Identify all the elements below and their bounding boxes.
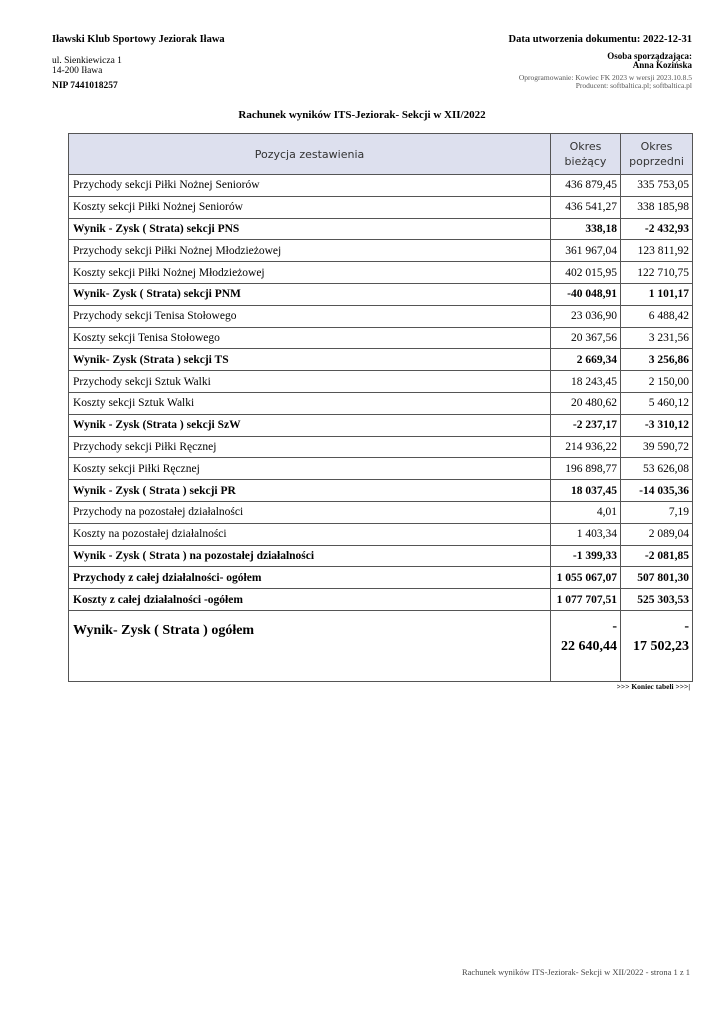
row-label: Koszty sekcji Piłki Ręcznej <box>69 458 551 480</box>
row-current-value: -2 237,17 <box>551 414 621 436</box>
row-current-value: 436 879,45 <box>551 175 621 197</box>
table-row <box>69 436 693 458</box>
column-header-previous-line2: poprzedni <box>629 155 684 168</box>
row-current-value: 436 541,27 <box>551 196 621 218</box>
row-previous-value: 3 231,56 <box>621 327 693 349</box>
report-table <box>68 133 693 682</box>
producer-info: Producent: softbaltica.pl; softbaltica.pl <box>575 81 692 90</box>
row-label: Wynik- Zysk ( Strata) sekcji PNM <box>69 283 551 305</box>
row-previous-value: 2 089,04 <box>621 523 693 545</box>
column-header-current-line2: bieżący <box>564 155 607 168</box>
table-body <box>69 175 693 682</box>
column-header-position: Pozycja zestawienia <box>69 134 551 175</box>
row-previous-value: 1 101,17 <box>621 283 693 305</box>
row-label: Koszty sekcji Piłki Nożnej Seniorów <box>69 196 551 218</box>
row-label: Wynik - Zysk (Strata ) sekcji SzW <box>69 414 551 436</box>
table-row <box>69 327 693 349</box>
row-current-value: 20 480,62 <box>551 392 621 414</box>
table-row <box>69 196 693 218</box>
row-previous-value: 2 150,00 <box>621 371 693 393</box>
row-current-value: 18 037,45 <box>551 480 621 502</box>
total-previous-sign: - <box>684 618 689 634</box>
table-row <box>69 545 693 567</box>
row-label: Koszty sekcji Tenisa Stołowego <box>69 327 551 349</box>
row-current-value: 402 015,95 <box>551 262 621 284</box>
table-row <box>69 305 693 327</box>
row-label: Koszty na pozostałej działalności <box>69 523 551 545</box>
row-label: Przychody na pozostałej działalności <box>69 501 551 523</box>
table-row <box>69 262 693 284</box>
row-current-value: 18 243,45 <box>551 371 621 393</box>
column-header-current-line1: Okres <box>569 140 602 153</box>
row-previous-value: 123 811,92 <box>621 240 693 262</box>
document-date: Data utworzenia dokumentu: 2022-12-31 <box>508 34 692 45</box>
organization-nip: NIP 7441018257 <box>52 81 118 91</box>
row-current-value: -1 399,33 <box>551 545 621 567</box>
row-label: Przychody sekcji Sztuk Walki <box>69 371 551 393</box>
row-label: Przychody sekcji Piłki Nożnej Młodzieżowej <box>69 240 551 262</box>
row-previous-value: 7,19 <box>621 501 693 523</box>
row-previous-value: 3 256,86 <box>621 349 693 371</box>
row-label: Koszty sekcji Piłki Nożnej Młodzieżowej <box>69 262 551 284</box>
row-current-value: 1 055 067,07 <box>551 567 621 589</box>
total-label: Wynik- Zysk ( Strata ) ogółem <box>69 610 551 681</box>
table-row <box>69 175 693 197</box>
table-header-row <box>69 134 693 175</box>
row-label: Wynik - Zysk ( Strata) sekcji PNS <box>69 218 551 240</box>
row-label: Przychody sekcji Piłki Nożnej Seniorów <box>69 175 551 197</box>
table-row <box>69 240 693 262</box>
organization-city: 14-200 Iława <box>52 66 103 76</box>
organization-name: Iławski Klub Sportowy Jeziorak Iława <box>52 34 225 45</box>
row-previous-value: 39 590,72 <box>621 436 693 458</box>
software-info: Oprogramowanie: Kowiec FK 2023 w wersji 2023.10.8.5 <box>518 73 692 82</box>
row-current-value: 2 669,34 <box>551 349 621 371</box>
row-label: Przychody sekcji Piłki Ręcznej <box>69 436 551 458</box>
row-previous-value: 525 303,53 <box>621 589 693 611</box>
table-row <box>69 501 693 523</box>
row-current-value: 20 367,56 <box>551 327 621 349</box>
row-previous-value: 5 460,12 <box>621 392 693 414</box>
table-row <box>69 218 693 240</box>
row-current-value: 338,18 <box>551 218 621 240</box>
row-label: Przychody sekcji Tenisa Stołowego <box>69 305 551 327</box>
table-row <box>69 392 693 414</box>
report-title: Rachunek wyników ITS-Jeziorak- Sekcji w XII/2022 <box>238 109 486 121</box>
row-current-value: 214 936,22 <box>551 436 621 458</box>
row-label: Koszty sekcji Sztuk Walki <box>69 392 551 414</box>
table-row <box>69 458 693 480</box>
row-previous-value: -2 081,85 <box>621 545 693 567</box>
row-current-value: 23 036,90 <box>551 305 621 327</box>
row-label: Wynik - Zysk ( Strata ) na pozostałej działalności <box>69 545 551 567</box>
total-current-sign: - <box>612 618 617 634</box>
table-row <box>69 567 693 589</box>
total-current-value: 22 640,44 <box>561 638 617 654</box>
row-label: Wynik - Zysk ( Strata ) sekcji PR <box>69 480 551 502</box>
row-previous-value: 507 801,30 <box>621 567 693 589</box>
table-row <box>69 589 693 611</box>
row-current-value: 196 898,77 <box>551 458 621 480</box>
column-header-previous <box>621 134 693 175</box>
row-previous-value: 6 488,42 <box>621 305 693 327</box>
prepared-by-name: Anna Kozińska <box>632 60 692 70</box>
row-previous-value: 122 710,75 <box>621 262 693 284</box>
row-current-value: -40 048,91 <box>551 283 621 305</box>
table-end-marker: >>> Koniec tabeli >>>| <box>616 682 690 691</box>
row-previous-value: 335 753,05 <box>621 175 693 197</box>
table-row <box>69 371 693 393</box>
table-row <box>69 414 693 436</box>
table-row <box>69 349 693 371</box>
prepared-by-label: Osoba sporządzająca: <box>607 51 692 61</box>
row-current-value: 361 967,04 <box>551 240 621 262</box>
column-header-previous-line1: Okres <box>640 140 673 153</box>
row-current-value: 1 403,34 <box>551 523 621 545</box>
row-previous-value: -2 432,93 <box>621 218 693 240</box>
row-current-value: 4,01 <box>551 501 621 523</box>
row-current-value: 1 077 707,51 <box>551 589 621 611</box>
table-row <box>69 523 693 545</box>
row-previous-value: -14 035,36 <box>621 480 693 502</box>
page-footer: Rachunek wyników ITS-Jeziorak- Sekcji w XII/2022 - strona 1 z 1 <box>461 967 690 977</box>
total-row <box>69 610 693 681</box>
column-header-current <box>551 134 621 175</box>
total-current <box>551 610 621 681</box>
row-previous-value: 53 626,08 <box>621 458 693 480</box>
row-previous-value: -3 310,12 <box>621 414 693 436</box>
row-label: Przychody z całej działalności- ogółem <box>69 567 551 589</box>
total-previous-value: 17 502,23 <box>633 638 689 654</box>
total-previous <box>621 610 693 681</box>
row-previous-value: 338 185,98 <box>621 196 693 218</box>
table-row <box>69 480 693 502</box>
row-label: Wynik- Zysk (Strata ) sekcji TS <box>69 349 551 371</box>
table-row <box>69 283 693 305</box>
organization-street: ul. Sienkiewicza 1 <box>52 56 122 66</box>
row-label: Koszty z całej działalności -ogółem <box>69 589 551 611</box>
